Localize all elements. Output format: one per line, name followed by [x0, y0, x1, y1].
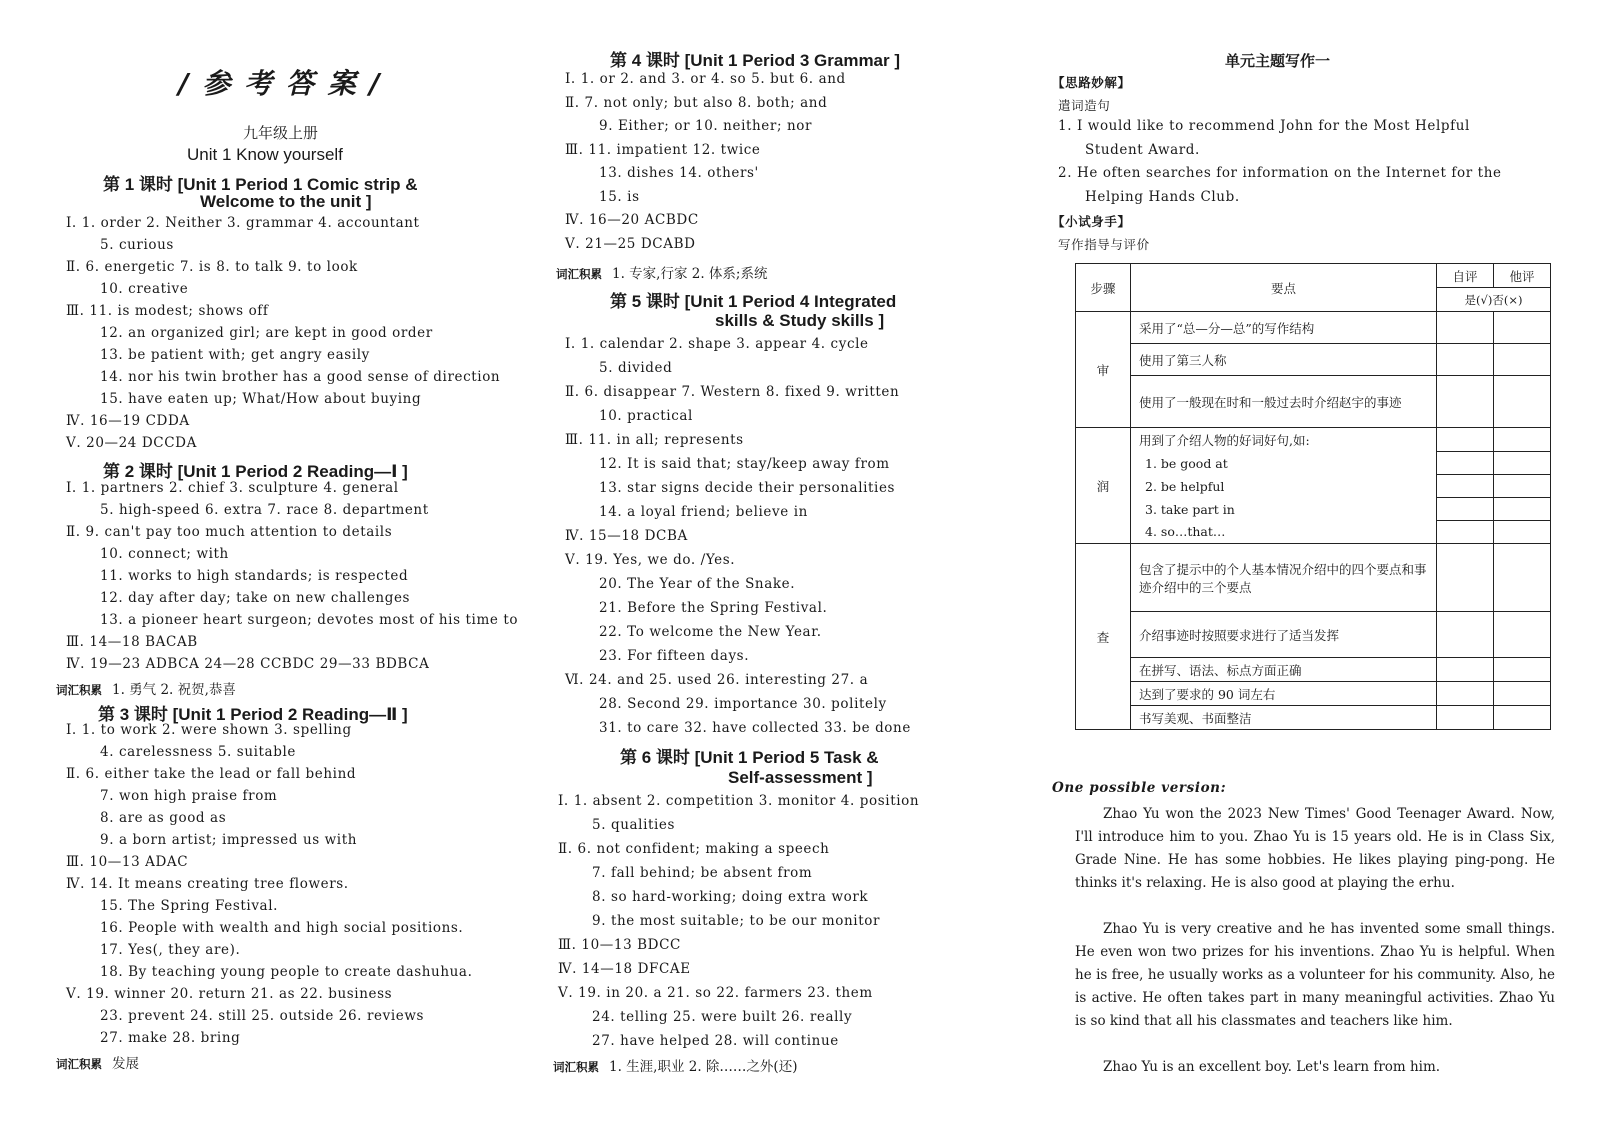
answer-line: Ⅰ. 1. to work 2. were shown 3. spelling [66, 722, 352, 738]
answer-line: Ⅳ. 16—19 CDDA [66, 413, 190, 429]
self-check-cell[interactable] [1437, 376, 1494, 428]
answer-line: 12. an organized girl; are kept in good order [100, 325, 433, 341]
step-cell: 审 [1076, 312, 1131, 428]
other-check-cell[interactable] [1494, 428, 1551, 452]
header-step: 步骤 [1076, 264, 1131, 312]
answer-line: Ⅱ. 6. either take the lead or fall behind [66, 766, 357, 782]
evaluation-table [1075, 263, 1551, 730]
answer-line: 27. make 28. bring [100, 1030, 241, 1046]
other-check-cell[interactable] [1494, 658, 1551, 682]
vocab-label: 词汇积累 [56, 1057, 102, 1071]
answer-line: 9. a born artist; impressed us with [100, 832, 358, 848]
other-check-cell[interactable] [1494, 498, 1551, 521]
ideas-heading: 【思路妙解】 [1052, 75, 1131, 90]
lesson-5-heading: 第 5 课时 [Unit 1 Period 4 Integrated [610, 292, 897, 311]
answer-line: 5. curious [100, 237, 174, 253]
header-yesno: 是(√)否(×) [1437, 288, 1551, 312]
answer-line: 4. carelessness 5. suitable [100, 744, 296, 760]
page-title: / 参 考 答 案 / [178, 67, 382, 100]
answer-line: Ⅱ. 6. not confident; making a speech [558, 841, 830, 857]
self-check-cell[interactable] [1437, 475, 1494, 498]
answer-line: 23. For fifteen days. [599, 648, 750, 664]
point-cell: 书写美观、书面整洁 [1131, 706, 1437, 730]
answer-line: 15. is [599, 188, 640, 205]
self-check-cell[interactable] [1437, 344, 1494, 376]
answer-line: 24. telling 25. were built 26. really [592, 1009, 853, 1025]
answer-line: 9. Either; or 10. neither; nor [599, 118, 813, 134]
lesson-1-heading: 第 1 课时 [Unit 1 Period 1 Comic strip & [103, 175, 418, 194]
lesson-6-vocab [553, 1055, 797, 1075]
other-check-cell[interactable] [1494, 682, 1551, 706]
idea-line: 1. I would like to recommend John for the Most Helpful [1058, 118, 1470, 134]
lesson-5-heading-2: skills & Study skills ] [715, 311, 885, 330]
header-point: 要点 [1131, 264, 1437, 312]
answer-line: Ⅴ. 21—25 DCABD [565, 235, 696, 252]
answer-line: Ⅲ. 10—13 BDCC [558, 937, 681, 953]
answer-line: Ⅳ. 15—18 DCBA [565, 528, 688, 544]
answer-line: 5. divided [599, 360, 673, 376]
answer-line: 5. high-speed 6. extra 7. race 8. department [100, 502, 429, 518]
point-cell: 1. be good at [1131, 452, 1437, 475]
book-title: 九年级上册 [243, 124, 319, 142]
point-cell: 3. take part in [1131, 498, 1437, 521]
answer-line: Ⅲ. 14—18 BACAB [66, 634, 198, 650]
point-cell: 使用了第三人称 [1131, 344, 1437, 376]
essay-paragraph: Zhao Yu is an excellent boy. Let's learn from him. [1103, 1059, 1441, 1075]
answer-line: Ⅵ. 24. and 25. used 26. interesting 27. a [565, 672, 869, 688]
answer-line: Ⅰ. 1. calendar 2. shape 3. appear 4. cycle [565, 336, 869, 352]
answer-line: Ⅱ. 7. not only; but also 8. both; and [565, 94, 828, 111]
answer-line: 11. works to high standards; is respected [100, 568, 409, 584]
answer-line: Ⅰ. 1. or 2. and 3. or 4. so 5. but 6. and [565, 71, 846, 87]
answer-line: 7. fall behind; be absent from [592, 865, 813, 881]
self-check-cell[interactable] [1437, 428, 1494, 452]
lesson-4-heading: 第 4 课时 [Unit 1 Period 3 Grammar ] [610, 51, 901, 70]
answer-line: 21. Before the Spring Festival. [599, 600, 828, 616]
answer-line: 23. prevent 24. still 25. outside 26. reviews [100, 1008, 425, 1024]
answer-line: 28. Second 29. importance 30. politely [599, 696, 887, 712]
answer-line: 10. creative [100, 281, 189, 297]
lesson-2-vocab [56, 678, 236, 698]
lesson-2-heading: 第 2 课时 [Unit 1 Period 2 Reading—Ⅰ ] [103, 462, 408, 481]
header-other: 他评 [1494, 264, 1551, 288]
other-check-cell[interactable] [1494, 312, 1551, 344]
answer-line: Ⅲ. 11. in all; represents [565, 432, 744, 448]
answer-line: Ⅲ. 10—13 ADAC [66, 854, 189, 870]
writing-title: 单元主题写作一 [1225, 52, 1331, 70]
self-check-cell[interactable] [1437, 612, 1494, 658]
other-check-cell[interactable] [1494, 544, 1551, 612]
answer-line: 17. Yes(, they are). [100, 942, 241, 958]
idea-line: Helping Hands Club. [1085, 188, 1240, 205]
other-check-cell[interactable] [1494, 706, 1551, 730]
self-check-cell[interactable] [1437, 521, 1494, 544]
answer-line: Ⅴ. 19. in 20. a 21. so 22. farmers 23. them [558, 985, 873, 1001]
vocab-label: 词汇积累 [553, 1060, 599, 1074]
point-cell: 2. be helpful [1131, 475, 1437, 498]
answer-line: 13. dishes 14. others' [599, 165, 759, 181]
answer-line: Ⅲ. 11. is modest; shows off [66, 303, 269, 319]
point-cell: 用到了介绍人物的好词好句,如: [1131, 428, 1437, 452]
answer-line: 5. qualities [592, 817, 676, 833]
other-check-cell[interactable] [1494, 521, 1551, 544]
vocab-text: 1. 专家,行家 2. 体系;系统 [612, 266, 768, 282]
try-heading: 【小试身手】 [1052, 214, 1131, 229]
answer-line: 12. It is said that; stay/keep away from [599, 456, 890, 472]
self-check-cell[interactable] [1437, 312, 1494, 344]
vocab-text: 发展 [112, 1056, 139, 1072]
lesson-6-heading-2: Self-assessment ] [728, 768, 873, 787]
answer-line: 27. have helped 28. will continue [592, 1033, 839, 1049]
answer-line: 13. be patient with; get angry easily [100, 347, 370, 363]
idea-line: 2. He often searches for information on the Internet for the [1058, 165, 1502, 181]
step-cell: 查 [1076, 544, 1131, 730]
try-subheading: 写作指导与评价 [1058, 237, 1150, 252]
other-check-cell[interactable] [1494, 376, 1551, 428]
self-check-cell[interactable] [1437, 706, 1494, 730]
point-cell: 使用了一般现在时和一般过去时介绍赵宇的事迹 [1131, 376, 1437, 428]
self-check-cell[interactable] [1437, 498, 1494, 521]
essay-paragraph: Zhao Yu is very creative and he has invented some small things. He even won two prizes for his inventions. Zhao Yu is helpful. When he is free, he usually works as a volunteer for his community. Also, he is active. He often takes part in many meaningful activities. Zhao Yu is so kind that all his classmates and teachers like him. [1075, 921, 1555, 1029]
answer-line: 8. are as good as [100, 810, 227, 826]
other-check-cell[interactable] [1494, 475, 1551, 498]
point-cell: 介绍事迹时按照要求进行了适当发挥 [1131, 612, 1437, 658]
self-check-cell[interactable] [1437, 682, 1494, 706]
vocab-text: 1. 勇气 2. 祝贺,恭喜 [112, 682, 236, 698]
lesson-6-heading: 第 6 课时 [Unit 1 Period 5 Task & [620, 748, 879, 767]
other-check-cell[interactable] [1494, 452, 1551, 475]
answer-line: 13. a pioneer heart surgeon; devotes most of his time to [100, 612, 519, 628]
lesson-4-vocab [556, 262, 767, 282]
answer-line: Ⅱ. 6. disappear 7. Western 8. fixed 9. written [565, 384, 900, 400]
vocab-label: 词汇积累 [56, 683, 102, 697]
vocab-text: 1. 生涯,职业 2. 除……之外(还) [609, 1059, 798, 1075]
vocab-label: 词汇积累 [556, 267, 602, 281]
essay-paragraph: Zhao Yu won the 2023 New Times' Good Teenager Award. Now, I'll introduce him to you. Zhao Yu is 15 years old. He is in Class Six, Grade Nine. He has some hobbies. He likes playing ping-pong. He thinks it's relaxing. He is also good at playing the erhu. [1075, 806, 1555, 891]
answer-line: Ⅳ. 19—23 ADBCA 24—28 CCBDC 29—33 BDBCA [66, 656, 430, 672]
answer-line: 10. practical [599, 408, 693, 424]
answer-line: 13. star signs decide their personalities [599, 480, 896, 496]
point-cell: 采用了“总—分—总”的写作结构 [1131, 312, 1437, 344]
answer-line: Ⅴ. 20—24 DCCDA [66, 435, 197, 451]
answer-line: Ⅴ. 19. winner 20. return 21. as 22. business [66, 986, 393, 1002]
step-cell: 润 [1076, 428, 1131, 544]
answer-line: Ⅴ. 19. Yes, we do. /Yes. [565, 552, 736, 568]
lesson-3-heading: 第 3 课时 [Unit 1 Period 2 Reading—Ⅱ ] [98, 705, 408, 724]
lesson-3-vocab [56, 1052, 139, 1072]
answer-line: Ⅲ. 11. impatient 12. twice [565, 141, 761, 158]
answer-line: Ⅳ. 14—18 DFCAE [558, 961, 691, 977]
answer-line: 7. won high praise from [100, 788, 278, 804]
answer-line: 15. The Spring Festival. [100, 898, 279, 914]
version-label: One possible version: [1052, 780, 1227, 796]
lesson-1-heading-2: Welcome to the unit ] [200, 192, 372, 211]
answer-line: Ⅰ. 1. order 2. Neither 3. grammar 4. accountant [66, 215, 420, 231]
answer-line: 15. have eaten up; What/How about buying [100, 391, 422, 407]
answer-line: Ⅱ. 9. can't pay too much attention to details [66, 524, 393, 540]
point-cell: 包含了提示中的个人基本情况介绍中的四个要点和事迹介绍中的三个要点 [1131, 544, 1437, 612]
answer-line: Ⅰ. 1. absent 2. competition 3. monitor 4. position [558, 793, 920, 809]
header-self: 自评 [1437, 264, 1494, 288]
answer-line: Ⅰ. 1. partners 2. chief 3. sculpture 4. general [66, 480, 399, 496]
answer-line: 31. to care 32. have collected 33. be done [599, 720, 911, 736]
answer-line: 12. day after day; take on new challenges [100, 590, 411, 606]
answer-line: 18. By teaching young people to create dashuhua. [100, 964, 473, 980]
other-check-cell[interactable] [1494, 612, 1551, 658]
point-cell: 4. so…that… [1131, 521, 1437, 544]
point-cell: 达到了要求的 90 词左右 [1131, 682, 1437, 706]
point-cell: 在拼写、语法、标点方面正确 [1131, 658, 1437, 682]
self-check-cell[interactable] [1437, 452, 1494, 475]
answer-line: Ⅳ. 14. It means creating tree flowers. [66, 876, 349, 892]
idea-line: Student Award. [1085, 141, 1200, 158]
answer-line: 9. the most suitable; to be our monitor [592, 913, 881, 929]
ideas-subheading: 遣词造句 [1058, 98, 1111, 113]
answer-line: Ⅳ. 16—20 ACBDC [565, 212, 699, 228]
answer-line: 14. a loyal friend; believe in [599, 504, 808, 520]
answer-line: Ⅱ. 6. energetic 7. is 8. to talk 9. to look [66, 259, 358, 275]
answer-line: 8. so hard-working; doing extra work [592, 889, 869, 905]
answer-line: 16. People with wealth and high social positions. [100, 920, 464, 936]
other-check-cell[interactable] [1494, 344, 1551, 376]
self-check-cell[interactable] [1437, 544, 1494, 612]
answer-line: 22. To welcome the New Year. [599, 624, 822, 640]
answer-line: 20. The Year of the Snake. [599, 576, 796, 592]
answer-line: 10. connect; with [100, 546, 229, 562]
answer-line: 14. nor his twin brother has a good sense of direction [100, 369, 501, 385]
unit-title: Unit 1 Know yourself [187, 145, 343, 164]
self-check-cell[interactable] [1437, 658, 1494, 682]
